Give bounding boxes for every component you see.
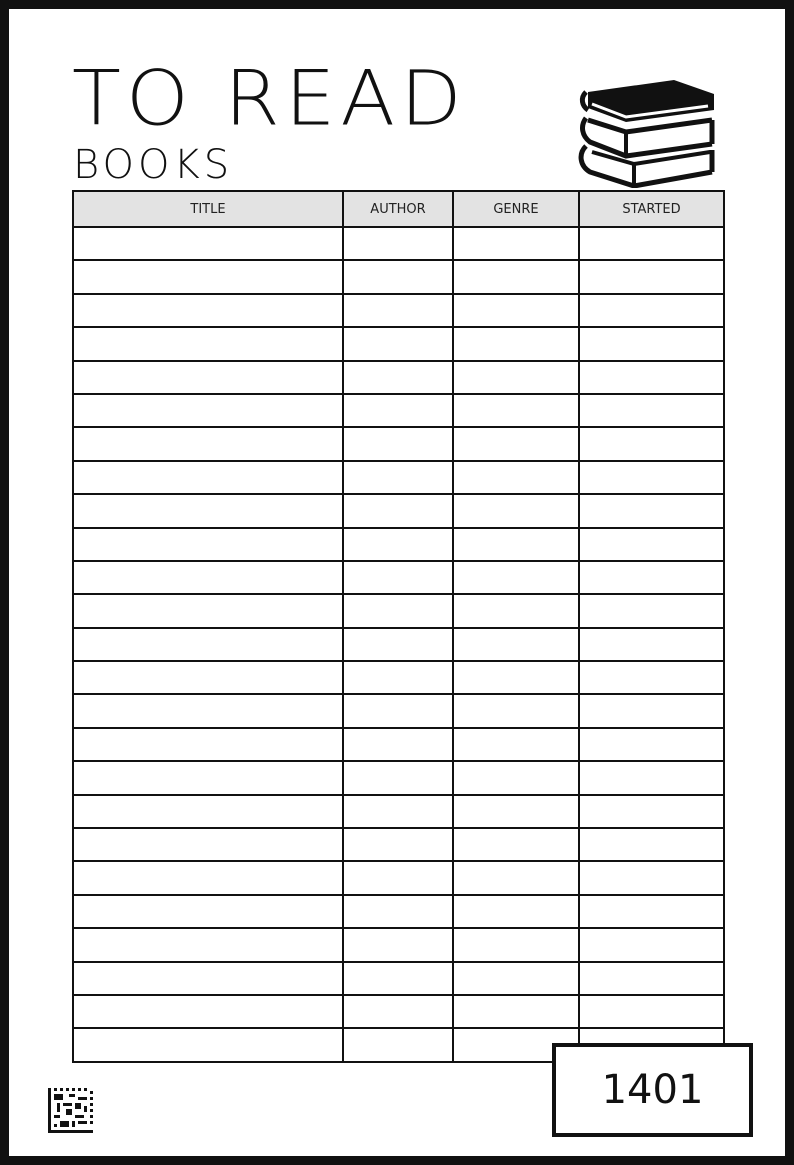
table-cell-author: [343, 528, 453, 561]
table-cell-title: [73, 962, 343, 995]
table-cell-genre: [453, 427, 579, 460]
table-cell-genre: [453, 528, 579, 561]
table-cell-genre: [453, 828, 579, 861]
table-cell-title: [73, 361, 343, 394]
table-cell-started: [579, 528, 724, 561]
table-cell-started: [579, 227, 724, 260]
table-cell-author: [343, 895, 453, 928]
table-cell-started: [579, 728, 724, 761]
table-cell-started: [579, 962, 724, 995]
table-cell-title: [73, 327, 343, 360]
table-cell-author: [343, 294, 453, 327]
table-cell-author: [343, 494, 453, 527]
table-cell-genre: [453, 628, 579, 661]
page-number-box: 1401: [552, 1043, 753, 1137]
table-cell-author: [343, 361, 453, 394]
table-cell-title: [73, 828, 343, 861]
table-cell-started: [579, 895, 724, 928]
table-cell-started: [579, 995, 724, 1028]
table-row: [73, 361, 724, 394]
table-cell-author: [343, 1028, 453, 1061]
table-row: [73, 995, 724, 1028]
table-cell-title: [73, 1028, 343, 1061]
table-cell-author: [343, 394, 453, 427]
table-cell-genre: [453, 260, 579, 293]
table-cell-started: [579, 661, 724, 694]
table-cell-title: [73, 260, 343, 293]
table-cell-started: [579, 394, 724, 427]
table-cell-started: [579, 260, 724, 293]
table-cell-title: [73, 861, 343, 894]
table-row: [73, 227, 724, 260]
table-row: [73, 561, 724, 594]
column-header-author: AUTHOR: [343, 191, 453, 227]
table-cell-genre: [453, 327, 579, 360]
table-cell-author: [343, 260, 453, 293]
table-cell-title: [73, 227, 343, 260]
table-cell-started: [579, 427, 724, 460]
table-cell-started: [579, 327, 724, 360]
table-row: [73, 294, 724, 327]
table-cell-title: [73, 761, 343, 794]
table-cell-title: [73, 294, 343, 327]
table-cell-author: [343, 962, 453, 995]
table-cell-author: [343, 661, 453, 694]
table-cell-title: [73, 928, 343, 961]
column-header-genre: GENRE: [453, 191, 579, 227]
table-cell-author: [343, 861, 453, 894]
table-cell-author: [343, 761, 453, 794]
table-row: [73, 861, 724, 894]
table-cell-started: [579, 361, 724, 394]
table-cell-started: [579, 561, 724, 594]
table-row: [73, 461, 724, 494]
page-subtitle: BOOKS: [73, 142, 234, 188]
table-cell-genre: [453, 394, 579, 427]
table-row: [73, 327, 724, 360]
table-cell-title: [73, 661, 343, 694]
table-row: [73, 594, 724, 627]
table-cell-started: [579, 928, 724, 961]
stacked-books-icon: [578, 74, 720, 188]
table-cell-author: [343, 728, 453, 761]
table-cell-title: [73, 461, 343, 494]
table-cell-title: [73, 427, 343, 460]
table-cell-started: [579, 594, 724, 627]
table-cell-genre: [453, 728, 579, 761]
table-cell-genre: [453, 761, 579, 794]
table-cell-genre: [453, 594, 579, 627]
table-cell-title: [73, 995, 343, 1028]
table-row: [73, 795, 724, 828]
table-row: [73, 628, 724, 661]
table-cell-author: [343, 461, 453, 494]
table-cell-genre: [453, 895, 579, 928]
table-row: [73, 928, 724, 961]
table-cell-started: [579, 294, 724, 327]
table-cell-genre: [453, 294, 579, 327]
table-cell-author: [343, 628, 453, 661]
table-cell-genre: [453, 928, 579, 961]
table-row: [73, 728, 724, 761]
column-header-started: STARTED: [579, 191, 724, 227]
table-cell-author: [343, 327, 453, 360]
table-cell-genre: [453, 861, 579, 894]
table-body: [73, 227, 724, 1062]
table-cell-author: [343, 828, 453, 861]
table-cell-title: [73, 394, 343, 427]
table-cell-author: [343, 694, 453, 727]
table-cell-title: [73, 528, 343, 561]
table-cell-author: [343, 795, 453, 828]
table-cell-title: [73, 795, 343, 828]
table-cell-genre: [453, 227, 579, 260]
table-cell-started: [579, 461, 724, 494]
table-cell-title: [73, 628, 343, 661]
reading-log-table: [72, 190, 725, 1063]
table-cell-author: [343, 594, 453, 627]
table-row: [73, 895, 724, 928]
table-cell-title: [73, 895, 343, 928]
table-cell-started: [579, 761, 724, 794]
table-cell-author: [343, 427, 453, 460]
table-cell-genre: [453, 795, 579, 828]
table-cell-genre: [453, 494, 579, 527]
table-cell-started: [579, 694, 724, 727]
page-title: TO READ: [72, 54, 467, 143]
table-cell-genre: [453, 962, 579, 995]
table-header-row: [73, 191, 724, 227]
table-row: [73, 528, 724, 561]
table-cell-started: [579, 494, 724, 527]
table-cell-genre: [453, 661, 579, 694]
table-cell-genre: [453, 561, 579, 594]
table-cell-author: [343, 995, 453, 1028]
table-row: [73, 962, 724, 995]
table-row: [73, 694, 724, 727]
table-cell-title: [73, 561, 343, 594]
table-row: [73, 761, 724, 794]
table-cell-started: [579, 828, 724, 861]
table-row: [73, 828, 724, 861]
table-cell-title: [73, 728, 343, 761]
table-cell-title: [73, 494, 343, 527]
column-header-title: TITLE: [73, 191, 343, 227]
table-row: [73, 661, 724, 694]
table-cell-started: [579, 628, 724, 661]
table-cell-genre: [453, 361, 579, 394]
table-row: [73, 260, 724, 293]
table-row: [73, 427, 724, 460]
table-cell-started: [579, 861, 724, 894]
table-cell-genre: [453, 995, 579, 1028]
table-cell-genre: [453, 694, 579, 727]
table-cell-started: [579, 795, 724, 828]
table-cell-title: [73, 694, 343, 727]
table-cell-genre: [453, 461, 579, 494]
table-cell-title: [73, 594, 343, 627]
datamatrix-code-icon: [48, 1088, 93, 1133]
table-cell-author: [343, 928, 453, 961]
table-cell-author: [343, 561, 453, 594]
table-row: [73, 494, 724, 527]
table-cell-author: [343, 227, 453, 260]
table-row: [73, 394, 724, 427]
